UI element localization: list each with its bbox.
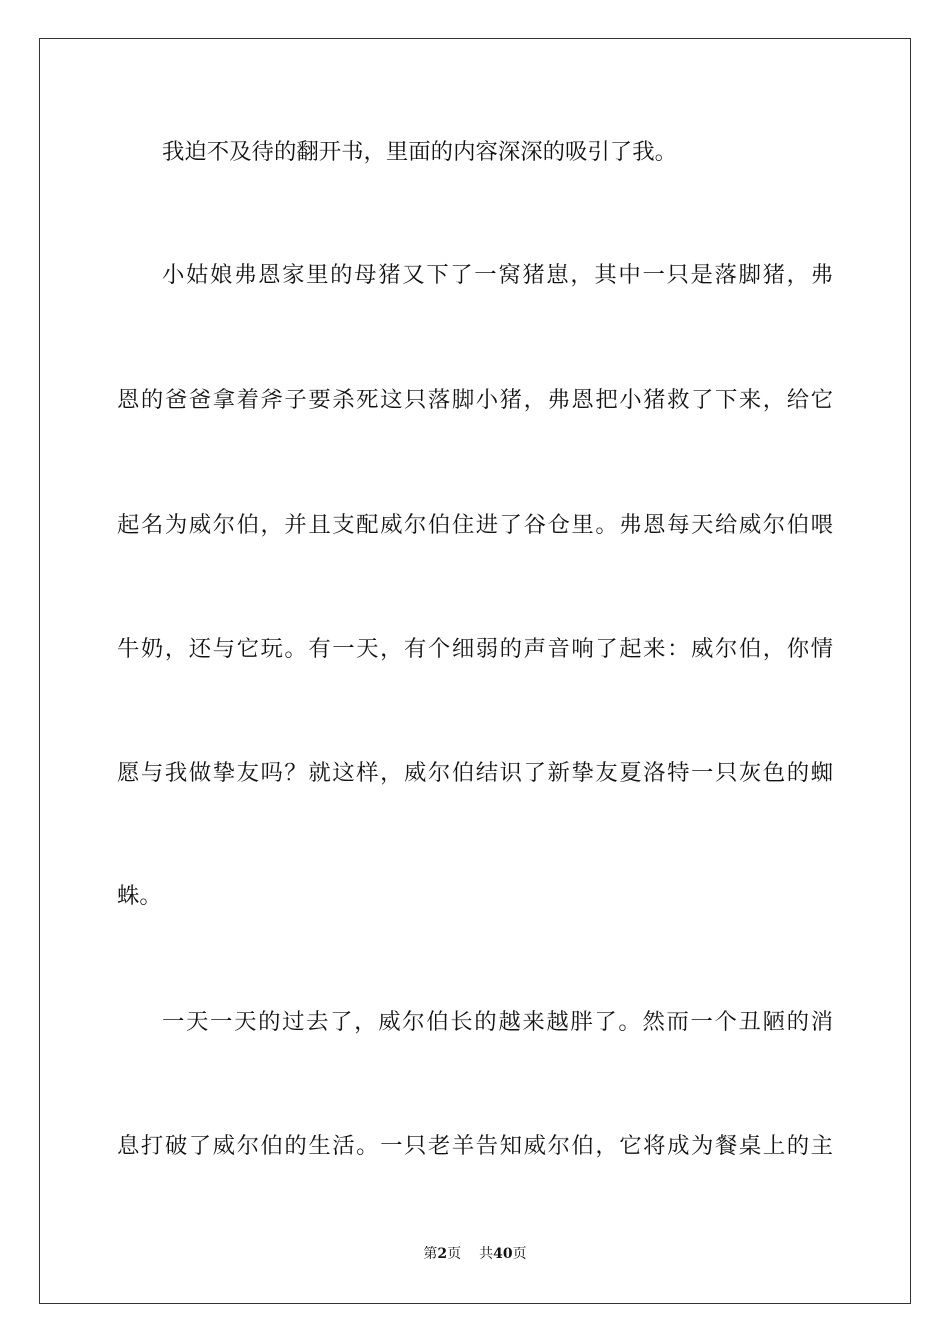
text-line-7: 蛛。	[117, 883, 162, 909]
text-line-6: 愿与我做挚友吗？就这样，威尔伯结识了新挚友夏洛特一只灰色的蜘	[117, 760, 833, 786]
page-prefix: 第	[423, 1246, 438, 1262]
text-line-8: 一天一天的过去了，威尔伯长的越来越胖了。然而一个丑陋的消	[162, 1009, 833, 1035]
page-number: 2	[437, 1246, 448, 1262]
page-border	[39, 38, 911, 1304]
page-suffix: 页	[447, 1246, 462, 1262]
page-footer	[0, 1245, 950, 1263]
total-prefix: 共	[479, 1246, 494, 1262]
text-line-9: 息打破了威尔伯的生活。一只老羊告知威尔伯，它将成为餐桌上的主	[117, 1133, 833, 1159]
text-line-3: 恩的爸爸拿着斧子要杀死这只落脚小猪，弗恩把小猪救了下来，给它	[117, 387, 833, 413]
total-pages: 40	[493, 1246, 513, 1262]
text-line-4: 起名为威尔伯，并且支配威尔伯住进了谷仓里。弗恩每天给威尔伯喂	[117, 512, 833, 538]
text-line-2: 小姑娘弗恩家里的母猪又下了一窝猪崽，其中一只是落脚猪，弗	[162, 262, 833, 288]
text-line-5: 牛奶，还与它玩。有一天，有个细弱的声音响了起来：威尔伯，你情	[117, 636, 833, 662]
text-line-1: 我迫不及待的翻开书，里面的内容深深的吸引了我。	[162, 139, 677, 165]
total-suffix: 页	[512, 1246, 527, 1262]
